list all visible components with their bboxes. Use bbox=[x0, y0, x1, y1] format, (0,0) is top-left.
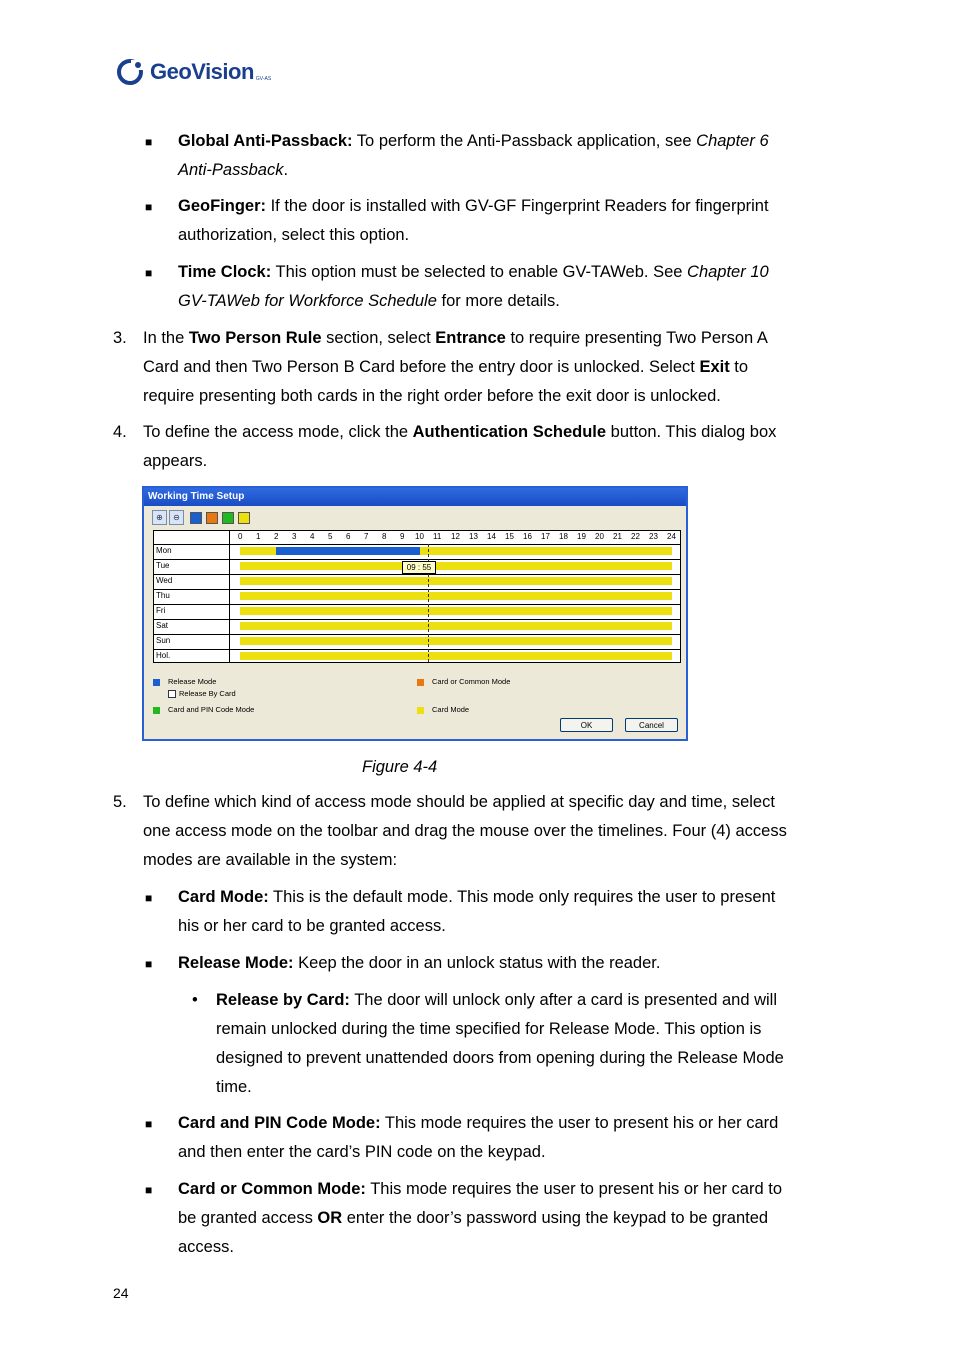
hour-label: 14 bbox=[487, 532, 496, 541]
day-label: Sat bbox=[156, 621, 169, 630]
bullet-text: If the door is installed with GV-GF Fingerprint Readers for fingerprint bbox=[266, 197, 769, 215]
card-mode-bar[interactable] bbox=[240, 652, 672, 660]
bullet-italic: GV-TAWeb for Workforce Schedule bbox=[178, 292, 437, 310]
bullet-card-mode bbox=[178, 883, 775, 941]
dialog-toolbar bbox=[152, 510, 250, 525]
geovision-logo bbox=[116, 54, 271, 90]
step-bold: Authentication Schedule bbox=[412, 423, 607, 441]
bullet-card-common-mode bbox=[178, 1175, 782, 1262]
bullet-release-mode bbox=[178, 949, 660, 978]
hour-label: 15 bbox=[505, 532, 514, 541]
hour-label: 0 bbox=[238, 532, 243, 541]
card-mode-swatch[interactable] bbox=[238, 512, 250, 524]
bullet-bold: OR bbox=[317, 1209, 343, 1227]
page-number: 24 bbox=[113, 1285, 129, 1301]
release-by-card-checkbox[interactable] bbox=[168, 690, 176, 698]
card-mode-bar[interactable] bbox=[240, 622, 672, 630]
bullet-bold: Release by Card: bbox=[216, 991, 350, 1009]
bullet-text: This mode requires the user to present his or her card to bbox=[365, 1180, 782, 1198]
hour-label: 13 bbox=[469, 532, 478, 541]
day-label: Tue bbox=[156, 561, 170, 570]
hour-label: 5 bbox=[328, 532, 333, 541]
step-text: require presenting both cards in the right order before the exit door is unlocked. bbox=[143, 387, 721, 405]
release-mode-bar[interactable] bbox=[276, 547, 420, 555]
legend-swatch bbox=[417, 707, 424, 714]
bullet-icon: ■ bbox=[145, 200, 153, 214]
hour-label: 16 bbox=[523, 532, 532, 541]
legend-label: Release Mode bbox=[168, 677, 217, 686]
bullet-text: time. bbox=[216, 1078, 252, 1096]
bullet-time-clock bbox=[178, 258, 769, 316]
logo-sup: GV-AS bbox=[255, 76, 272, 82]
card-mode-bar[interactable] bbox=[240, 577, 672, 585]
sub-bullet-release-by-card bbox=[216, 986, 784, 1102]
sub-bullet-icon: • bbox=[192, 991, 198, 1009]
step-4-text bbox=[143, 418, 776, 476]
hour-label: 7 bbox=[364, 532, 369, 541]
step-text: modes are available in the system: bbox=[143, 851, 398, 869]
step-bold: Entrance bbox=[435, 329, 506, 347]
legend-swatch bbox=[153, 679, 160, 686]
hour-label: 4 bbox=[310, 532, 315, 541]
day-row[interactable] bbox=[154, 634, 680, 650]
day-label: Thu bbox=[156, 591, 170, 600]
step-3-text bbox=[143, 324, 768, 411]
day-label: Wed bbox=[156, 576, 173, 585]
card-mode-bar[interactable] bbox=[240, 607, 672, 615]
working-time-setup-dialog bbox=[142, 486, 688, 741]
hour-label: 2 bbox=[274, 532, 279, 541]
bullet-card-pin-mode bbox=[178, 1109, 778, 1167]
step-text: one access mode on the toolbar and drag the mouse over the timelines. Four (4) access bbox=[143, 822, 787, 840]
bullet-bold: Global Anti-Passback: bbox=[178, 132, 353, 150]
step-5-text bbox=[143, 788, 787, 875]
ok-button[interactable]: OK bbox=[560, 718, 613, 732]
step-text: to bbox=[729, 358, 749, 376]
bullet-text: Keep the door in an unlock status with the reader. bbox=[293, 954, 661, 972]
bullet-text: . bbox=[283, 161, 289, 179]
bullet-text: remain unlocked during the time specified for Release Mode. This option is bbox=[216, 1020, 762, 1038]
hour-label: 22 bbox=[631, 532, 640, 541]
bullet-icon: ■ bbox=[145, 1183, 153, 1197]
legend-label: Card Mode bbox=[432, 705, 470, 714]
step-bold: Two Person Rule bbox=[188, 329, 322, 347]
hour-label: 12 bbox=[451, 532, 460, 541]
step-text: button. This dialog box bbox=[606, 423, 777, 441]
hour-label: 17 bbox=[541, 532, 550, 541]
bullet-text: enter the door’s password using the keypad to be granted bbox=[342, 1209, 769, 1227]
bullet-text: his or her card to be granted access. bbox=[178, 917, 446, 935]
geovision-logo-icon bbox=[116, 57, 146, 87]
day-label: Sun bbox=[156, 636, 171, 645]
card-common-mode-swatch[interactable] bbox=[206, 512, 218, 524]
card-mode-bar[interactable] bbox=[240, 637, 672, 645]
bullet-text: designed to prevent unattended doors from opening during the Release Mode bbox=[216, 1049, 784, 1067]
bullet-text: for more details. bbox=[436, 292, 560, 310]
bullet-text: The door will unlock only after a card is presented and will bbox=[349, 991, 777, 1009]
step-text: Card and then Two Person B Card before the entry door is unlocked. Select bbox=[143, 358, 700, 376]
release-mode-swatch[interactable] bbox=[190, 512, 202, 524]
zoom-in-icon[interactable]: ⊕ bbox=[152, 510, 167, 525]
hour-label: 23 bbox=[649, 532, 658, 541]
legend-label: Release By Card bbox=[179, 689, 236, 698]
legend-swatch bbox=[417, 679, 424, 686]
dialog-title: Working Time Setup bbox=[144, 488, 686, 506]
hour-label: 11 bbox=[433, 532, 442, 541]
step-text: To define the access mode, click the bbox=[143, 423, 413, 441]
bullet-bold: Release Mode: bbox=[178, 954, 294, 972]
bullet-geofinger bbox=[178, 192, 769, 250]
day-label: Mon bbox=[156, 546, 172, 555]
step-number: 3. bbox=[113, 329, 127, 347]
bullet-icon: ■ bbox=[145, 135, 153, 149]
bullet-bold: GeoFinger: bbox=[178, 197, 267, 215]
hour-label: 6 bbox=[346, 532, 351, 541]
bullet-icon: ■ bbox=[145, 266, 153, 280]
bullet-text: This is the default mode. This mode only requires the user to present bbox=[268, 888, 776, 906]
day-row[interactable] bbox=[154, 544, 680, 560]
bullet-icon: ■ bbox=[145, 891, 153, 905]
legend-label: Card and PIN Code Mode bbox=[168, 705, 255, 714]
hour-label: 3 bbox=[292, 532, 297, 541]
day-row[interactable] bbox=[154, 589, 680, 605]
hour-label: 18 bbox=[559, 532, 568, 541]
bullet-text: authorization, select this option. bbox=[178, 226, 410, 244]
bullet-bold: Card or Common Mode: bbox=[178, 1180, 366, 1198]
bullet-italic: Chapter 10 bbox=[687, 263, 769, 281]
hour-label: 9 bbox=[400, 532, 405, 541]
card-pin-mode-swatch[interactable] bbox=[222, 512, 234, 524]
cancel-button[interactable]: Cancel bbox=[625, 718, 678, 732]
hour-label: 20 bbox=[595, 532, 604, 541]
hour-label: 21 bbox=[613, 532, 622, 541]
legend-label: Card or Common Mode bbox=[432, 677, 511, 686]
day-row[interactable] bbox=[154, 619, 680, 635]
step-text: section, select bbox=[321, 329, 436, 347]
bullet-text: be granted access bbox=[178, 1209, 318, 1227]
step-text: In the bbox=[143, 329, 189, 347]
legend-card bbox=[417, 705, 469, 715]
step-number: 4. bbox=[113, 423, 127, 441]
bullet-global-anti-passback bbox=[178, 127, 769, 185]
day-label: Hol. bbox=[156, 651, 171, 660]
day-row[interactable] bbox=[154, 574, 680, 590]
bullet-text: This option must be selected to enable GV-TAWeb. See bbox=[271, 263, 688, 281]
hour-header bbox=[154, 531, 680, 545]
hour-label: 8 bbox=[382, 532, 387, 541]
schedule-grid[interactable] bbox=[153, 530, 681, 663]
legend-release bbox=[153, 677, 216, 687]
logo-text: GeoVision bbox=[150, 59, 254, 84]
legend-release-by-card bbox=[153, 689, 236, 699]
figure-caption: Figure 4-4 bbox=[362, 758, 438, 776]
hour-label: 10 bbox=[415, 532, 424, 541]
day-column-divider bbox=[229, 531, 230, 662]
bullet-icon: ■ bbox=[145, 1117, 153, 1131]
day-label: Fri bbox=[156, 606, 166, 615]
bullet-icon: ■ bbox=[145, 957, 153, 971]
step-text: to require presenting Two Person A bbox=[505, 329, 768, 347]
legend-card-pin bbox=[153, 705, 254, 715]
hour-label: 19 bbox=[577, 532, 586, 541]
card-mode-bar[interactable] bbox=[240, 562, 672, 570]
bullet-bold: Card and PIN Code Mode: bbox=[178, 1114, 381, 1132]
step-number: 5. bbox=[113, 793, 127, 811]
legend-swatch bbox=[153, 707, 160, 714]
day-row[interactable] bbox=[154, 649, 680, 664]
step-text: To define which kind of access mode should be applied at specific day and time, select bbox=[143, 793, 775, 811]
card-mode-bar[interactable] bbox=[240, 592, 672, 600]
step-bold: Exit bbox=[699, 358, 730, 376]
bullet-text: and then enter the card’s PIN code on the keypad. bbox=[178, 1143, 546, 1161]
bullet-text: access. bbox=[178, 1238, 234, 1256]
bullet-bold: Card Mode: bbox=[178, 888, 269, 906]
zoom-out-icon[interactable]: ⊖ bbox=[169, 510, 184, 525]
bullet-bold: Time Clock: bbox=[178, 263, 272, 281]
hour-label: 24 bbox=[667, 532, 676, 541]
hour-label: 1 bbox=[256, 532, 261, 541]
bullet-italic: Chapter 6 bbox=[696, 132, 769, 150]
bullet-text: This mode requires the user to present his or her card bbox=[380, 1114, 779, 1132]
legend-card-common bbox=[417, 677, 510, 687]
day-row[interactable] bbox=[154, 604, 680, 620]
bullet-text: To perform the Anti-Passback application, see bbox=[352, 132, 697, 150]
step-text: appears. bbox=[143, 452, 208, 470]
bullet-italic: Anti-Passback bbox=[178, 161, 284, 179]
time-tooltip: 09 : 55 bbox=[402, 561, 436, 574]
